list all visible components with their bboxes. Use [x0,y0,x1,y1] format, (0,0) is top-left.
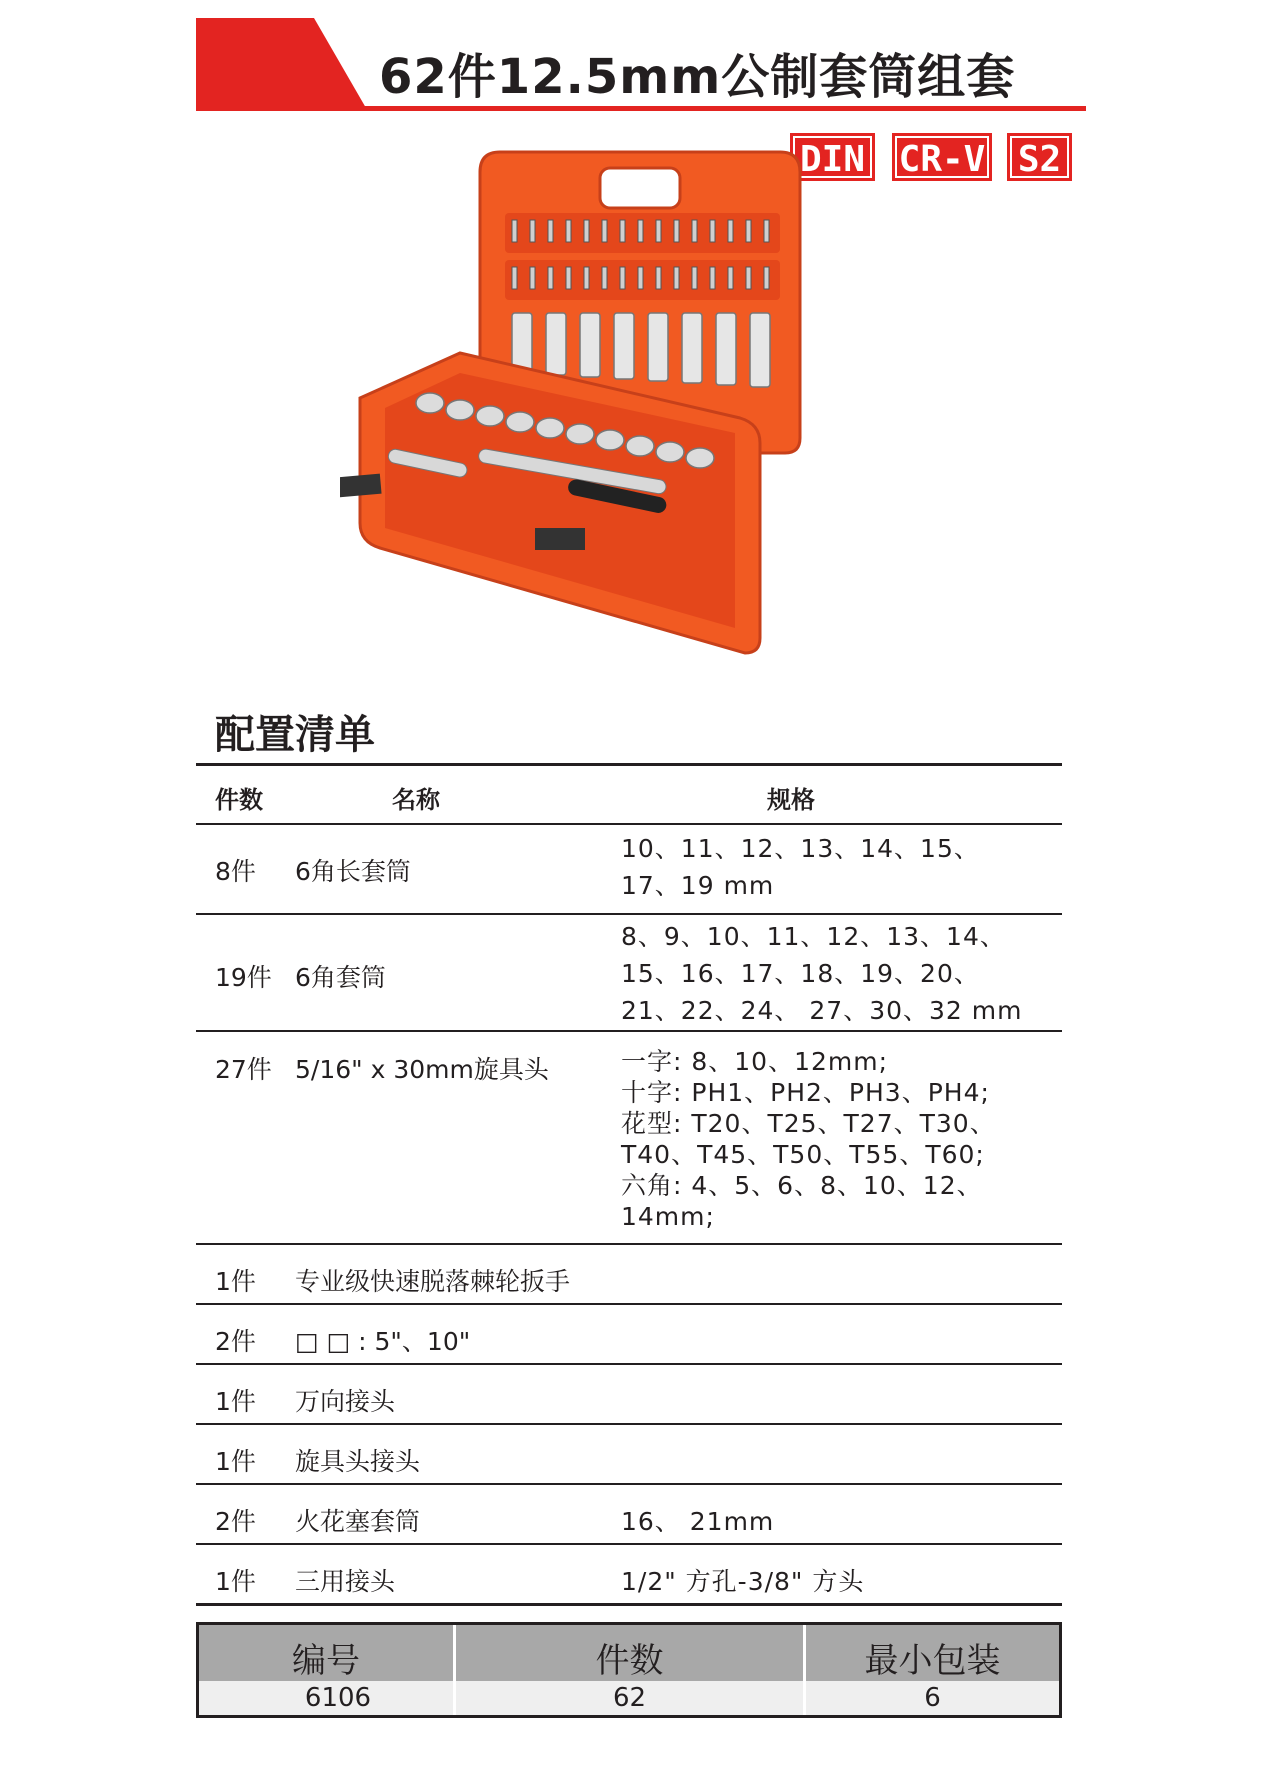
summary-value-code: 6106 [304,1683,372,1713]
row-name: 旋具头接头 [295,1447,421,1476]
row-spec: 8、9、10、11、12、13、14、 15、16、17、18、19、20、 21、22、24、 27、30、32 mm [621,922,1023,1025]
row-spec: 1/2" 方孔-3/8" 方头 [621,1567,865,1596]
summary-header-code: 编号 [292,1641,360,1681]
row-qty: 2件 [215,1327,256,1356]
row-divider [196,1423,1062,1425]
badge-s2: S2 [1007,133,1072,181]
header-qty: 件数 [215,786,263,814]
row-qty: 2件 [215,1507,256,1536]
row-name: 5/16" x 30mm旋具头 [295,1055,549,1084]
summary-header-min-pack: 最小包装 [864,1641,1001,1681]
row-name: 6角长套筒 [295,857,411,886]
row-divider [196,913,1062,915]
row-divider [196,1483,1062,1485]
summary-header-qty: 件数 [595,1641,664,1681]
row-divider [196,1363,1062,1365]
row-name: 万向接头 [295,1387,396,1416]
badge-crv: CR-V [892,133,992,181]
page-title: 62件12.5mm公制套筒组套 [379,49,1016,105]
row-qty: 8件 [215,857,256,886]
row-qty: 27件 [215,1055,272,1084]
row-spec: 一字: 8、10、12mm; 十字: PH1、PH2、PH3、PH4; 花型: T20、T25、T27、T30、 T40、T45、T50、T55、T60; 六角: 4、5、6、8、10、12、 14mm; [621,1047,996,1231]
summary-value-min-pack: 6 [924,1683,941,1713]
summary-table [196,1622,1062,1718]
row-qty: 1件 [215,1267,256,1296]
row-qty: 19件 [215,963,272,992]
table-bottom-rule [196,1603,1062,1606]
row-divider [196,1030,1062,1032]
row-divider [196,1303,1062,1305]
row-name: 专业级快速脱落棘轮扳手 [295,1267,571,1296]
row-name: 6角套筒 [295,963,386,992]
row-qty: 1件 [215,1447,256,1476]
header-spec: 规格 [767,786,815,814]
table-top-rule [196,763,1062,766]
table-header-rule [196,823,1062,825]
row-divider [196,1243,1062,1245]
header-name: 名称 [392,786,440,814]
summary-value-qty: 62 [612,1683,647,1713]
badge-din: DIN [790,133,875,181]
row-divider [196,1543,1062,1545]
socket-set-case-image [340,148,940,658]
header-red-tab [196,18,366,108]
row-spec: 16、 21mm [621,1507,775,1536]
row-name: 火花塞套筒 [295,1507,421,1536]
row-qty: 1件 [215,1387,256,1416]
row-name: 三用接头 [295,1567,396,1596]
row-qty: 1件 [215,1567,256,1596]
row-spec: 10、11、12、13、14、15、 17、19 mm [621,834,980,900]
section-title: 配置清单 [215,712,375,758]
page-header [196,18,1086,114]
row-name: □ □ : 5"、10" [295,1327,471,1356]
